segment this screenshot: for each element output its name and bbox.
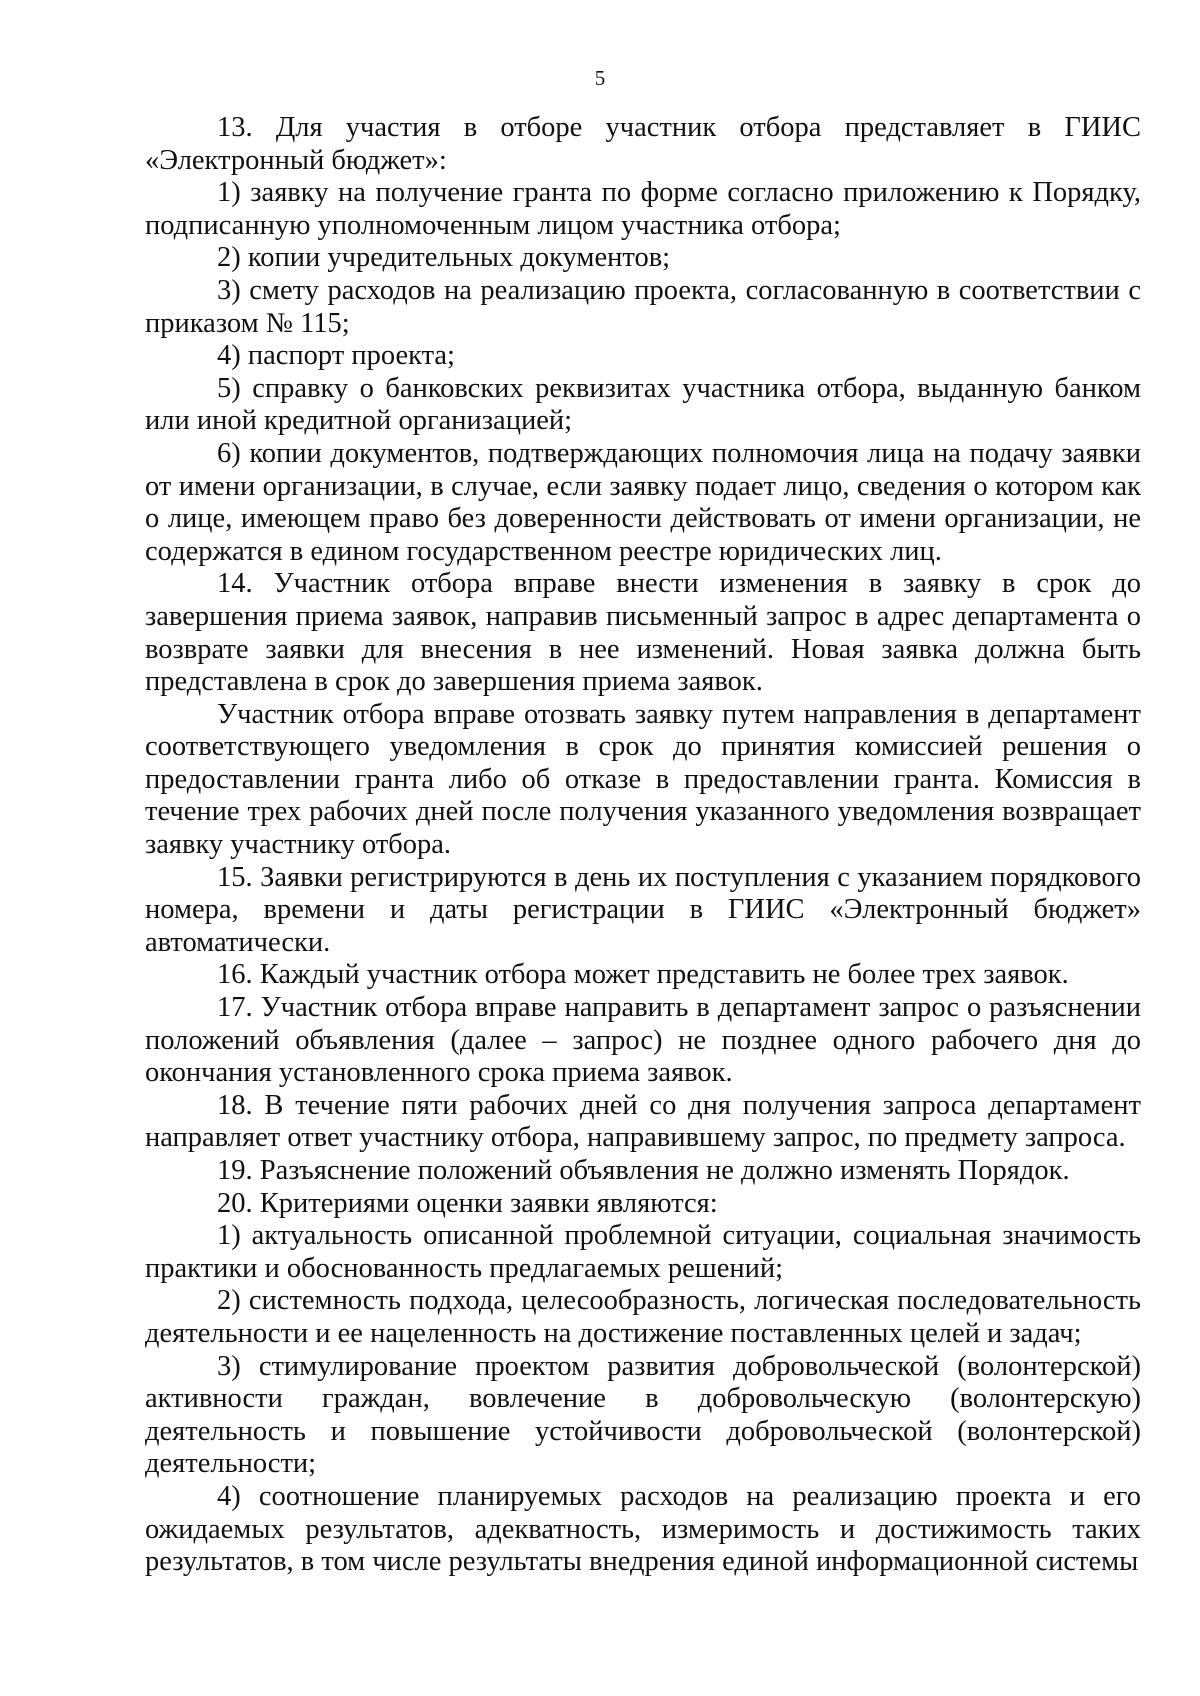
paragraph-14: 14. Участник отбора вправе внести изменения в заявку в срок до завершения приема заявок, направив письменный запрос в адрес департамента о возврате заявки для внесения в нее изменений. Новая заявка должна быть представлена в срок до завершения приема заявок. (145, 568, 1141, 698)
paragraph-20: 20. Критериями оценки заявки являются: (217, 1187, 718, 1219)
paragraph-13-item-3: 3) смету расходов на реализацию проекта, согласованную в соответствии с приказом № 115; (145, 274, 1141, 339)
paragraph-16: 16. Каждый участник отбора может представить не более трех заявок. (217, 959, 1069, 991)
paragraph-13: 13. Для участия в отборе участник отбора представляет в ГИИС «Электронный бюджет»: (145, 112, 1141, 176)
paragraph-20-item-1: 1) актуальность описанной проблемной ситуации, социальная значимость практики и обоснованность предлагаемых решений; (145, 1220, 1141, 1284)
paragraph-13-item-5: 5) справку о банковских реквизитах участника отбора, выданную банком или иной кредитной организацией; (145, 372, 1141, 437)
paragraph-13-item-4: 4) паспорт проекта; (217, 340, 455, 372)
paragraph-13-item-6: 6) копии документов, подтверждающих полномочия лица на подачу заявки от имени организации, в случае, если заявку подает лицо, сведения о котором как о лице, имеющем право без доверенности действовать от имени организации, не содержатся в едином государственном реестре юридических лиц. (145, 437, 1141, 567)
paragraph-20-item-4: 4) соотношение планируемых расходов на реализацию проекта и его ожидаемых результатов, адекватность, измеримость и достижимость таких результатов, в том числе результаты внедрения единой информационной системы (145, 1480, 1141, 1578)
paragraph-19: 19. Разъяснение положений объявления не должно изменять Порядок. (217, 1155, 1070, 1186)
paragraph-13-item-2: 2) копии учредительных документов; (217, 242, 671, 274)
paragraph-17: 17. Участник отбора вправе направить в департамент запрос о разъяснении положений объявления (далее – запрос) не позднее одного рабочего дня до окончания установленного срока приема заявок. (145, 992, 1141, 1089)
page-number: 5 (594, 66, 606, 90)
paragraph-20-item-2: 2) системность подхода, целесообразность, логическая последовательность деятельности и ее нацеленность на достижение поставленных целей и задач; (145, 1285, 1141, 1349)
paragraph-15: 15. Заявки регистрируются в день их поступления с указанием порядкового номера, времени и даты регистрации в ГИИС «Электронный бюджет» автоматически. (145, 861, 1141, 958)
paragraph-20-item-3: 3) стимулирование проектом развития добровольческой (волонтерской) активности граждан, вовлечение в добровольческую (волонтерскую) деятельность и повышение устойчивости добровольческой (волонтерской) деятельности; (145, 1350, 1141, 1480)
document-body (145, 112, 1141, 1579)
paragraph-14-withdrawal: Участник отбора вправе отозвать заявку путем направления в департамент соответствующего уведомления в срок до принятия комиссией решения о предоставлении гранта либо об отказе в предоставлении гранта. Комиссия в течение трех рабочих дней после получения указанного уведомления возвращает заявку участнику отбора. (145, 698, 1141, 861)
paragraph-13-item-1: 1) заявку на получение гранта по форме согласно приложению к Порядку, подписанную уполномоченным лицом участника отбора; (145, 177, 1141, 241)
paragraph-18: 18. В течение пяти рабочих дней со дня получения запроса департамент направляет ответ участнику отбора, направившему запрос, по предмету запроса. (145, 1089, 1141, 1154)
